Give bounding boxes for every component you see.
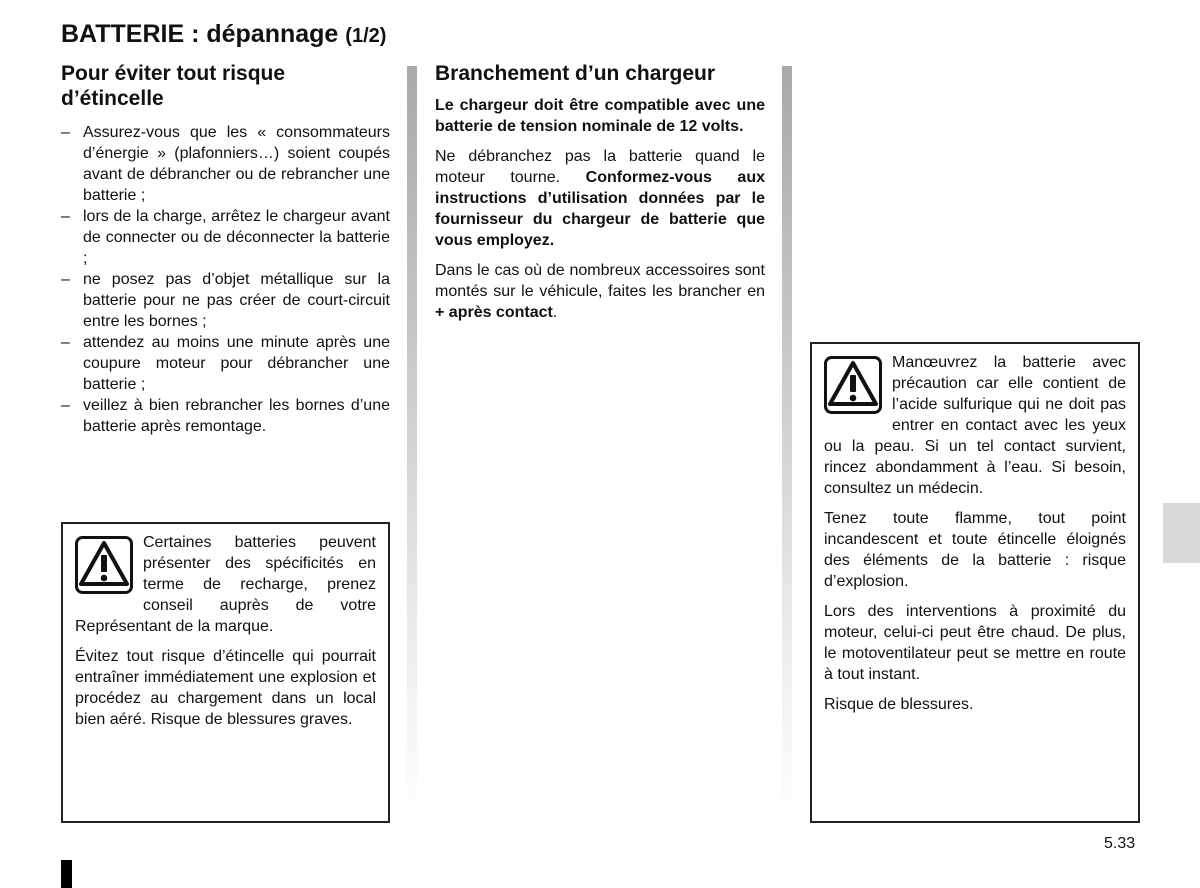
warning-text: Certaines batteries peuvent présenter des spécificités en terme de recharge, prenez conseil auprès de votre Représentant de la marque.: [75, 534, 376, 635]
page-title: [61, 17, 386, 53]
list-item: – attendez au moins une minute après une coupure moteur pour débrancher une batterie ;: [61, 334, 390, 393]
warning-text: Évitez tout risque d’étincelle qui pourrait entraîner immédiatement une explosion et procédez au chargement dans un local bien aéré. Risque de blessures graves.: [75, 648, 376, 728]
chapter-tab: [1163, 503, 1200, 563]
charger-connection-heading: Branchement d’un chargeur: [435, 62, 716, 85]
charger-engine-note: Ne débranchez pas la batterie quand le moteur tourne. Conformez-vous aux instructions d’utilisation données par le fournisseur du chargeur de batterie que vous employez.: [435, 148, 765, 249]
warning-triangle-icon: [824, 356, 882, 414]
charger-compatibility-note: Le chargeur doit être compatible avec une batterie de tension nominale de 12 volts.: [435, 97, 765, 135]
spark-prevention-heading: Pour éviter tout risque d’étincelle: [61, 62, 286, 110]
column-divider: [407, 66, 417, 822]
page-title-text: BATTERIE : dépannage: [61, 20, 339, 48]
warning-text: Manœuvrez la batterie avec précaution car elle contient de l’acide sulfurique qui ne doit pas entrer en contact avec les yeux ou la peau. Si un tel contact survient, rincez abondamment à l’eau. Si besoin, consultez un médecin.: [824, 354, 1126, 497]
list-item: – veillez à bien rebrancher les bornes d’une batterie après remontage.: [61, 397, 390, 435]
acid-warning-box: [810, 342, 1140, 823]
spark-prevention-list: [61, 122, 390, 437]
warning-triangle-icon: [75, 536, 133, 594]
warning-text: Lors des interventions à proximité du moteur, celui-ci peut être chaud. De plus, le motoventilateur peut se mettre en route à tout instant.: [824, 603, 1126, 683]
warning-text: Tenez toute flamme, tout point incandescent et toute étincelle éloignés des éléments de la batterie : risque d’explosion.: [824, 510, 1126, 590]
spark-prevention-section: [61, 61, 390, 437]
battery-warning-box: [61, 522, 390, 823]
warning-text: Risque de blessures.: [824, 696, 974, 713]
charger-connection-section: [435, 61, 765, 332]
page-number: 5.33: [1104, 835, 1136, 852]
list-item: – Assurez-vous que les « consommateurs d’énergie » (plafonniers…) soient coupés avant de débrancher ou de rebrancher une batterie ;: [61, 124, 390, 204]
corner-mark: [61, 860, 72, 888]
list-item: – ne posez pas d’objet métallique sur la batterie pour ne pas créer de court-circuit entre les bornes ;: [61, 271, 390, 330]
column-divider: [782, 66, 792, 822]
charger-accessories-note: Dans le cas où de nombreux accessoires sont montés sur le véhicule, faites les brancher en + après contact.: [435, 262, 765, 321]
page-title-part: (1/2): [345, 25, 387, 47]
list-item: – lors de la charge, arrêtez le chargeur avant de connecter ou de déconnecter la batterie ;: [61, 208, 390, 267]
